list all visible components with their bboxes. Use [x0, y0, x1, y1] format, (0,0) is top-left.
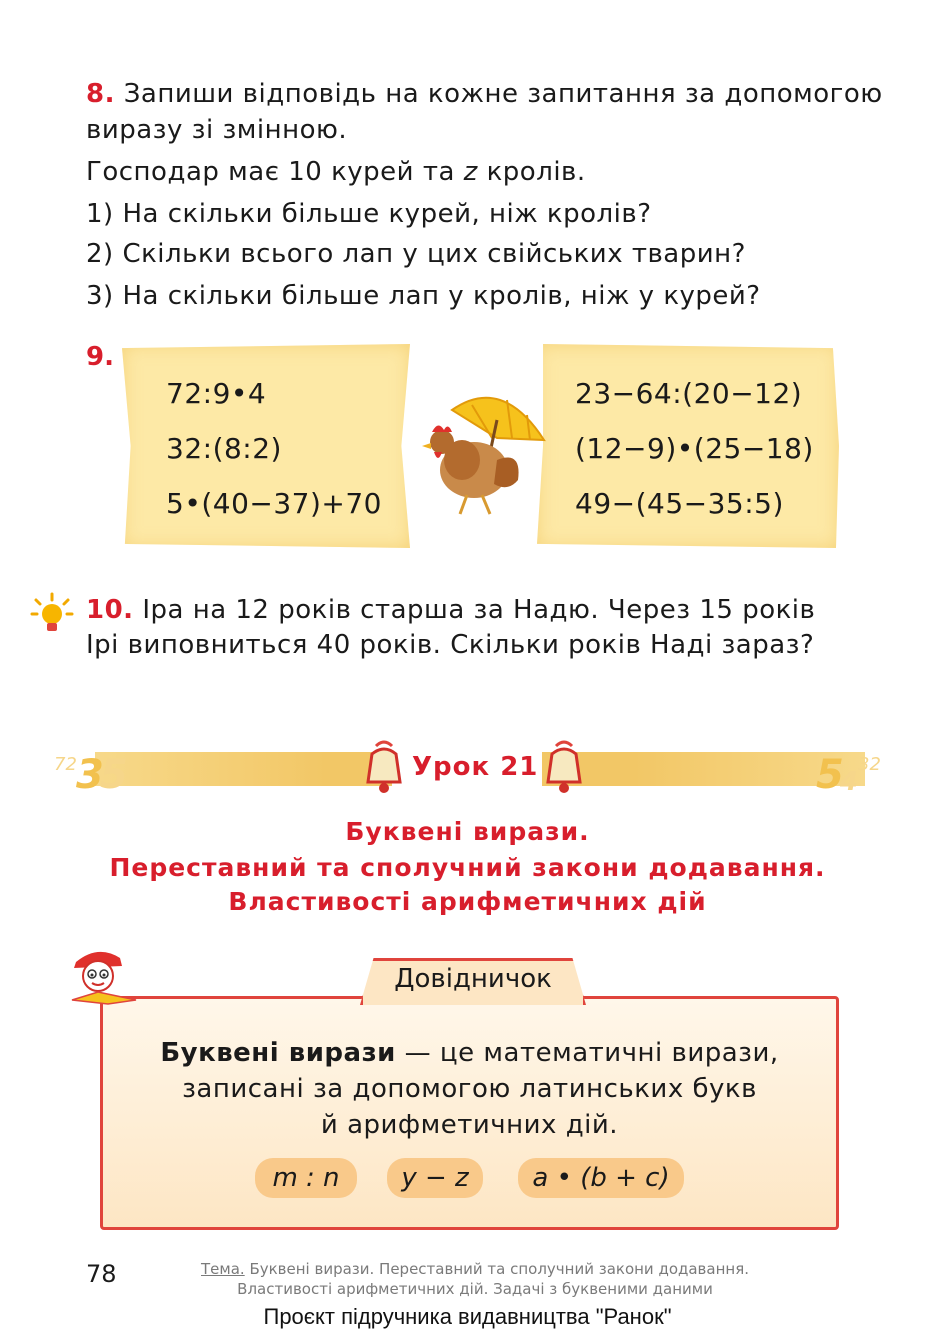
numbers-decoration-left — [52, 746, 132, 796]
condition-variable: z — [463, 157, 478, 187]
svg-text:5: 5 — [816, 752, 844, 796]
example-pill-1: m : n — [255, 1158, 357, 1198]
lesson-heading-3: Властивості арифметичних дій — [228, 887, 707, 916]
footer-topic-text-1: Буквені вирази. Переставний та сполучний закони додавання. — [244, 1260, 749, 1278]
numbers-decoration-right — [814, 746, 898, 796]
condition-post: кролів. — [477, 157, 586, 187]
task8-condition — [86, 154, 586, 190]
task8-text-1: Запиши відповідь на кожне запитання за допомогою — [123, 79, 883, 109]
definition-text-1: — це математичні вирази, — [395, 1038, 779, 1068]
expression-left-3: 5•(40−37)+70 — [166, 487, 382, 520]
svg-text:72: 72 — [54, 754, 77, 775]
mascot-icon — [68, 948, 140, 1006]
reference-tab-title: Довідничок — [394, 964, 552, 994]
svg-text:5: 5 — [100, 752, 128, 796]
task10-line1 — [86, 592, 815, 628]
task10-text-1: Іра на 12 років старша за Надю. Через 15 років — [133, 595, 816, 625]
bell-icon — [360, 740, 408, 796]
example-pill-3: a • (b + c) — [518, 1158, 684, 1198]
bell-icon — [540, 740, 588, 796]
lesson-heading-1: Буквені вирази. — [345, 817, 590, 846]
example-pill-2: y − z — [387, 1158, 483, 1198]
task8-question-2: 2) Скільки всього лап у цих свійських тварин? — [86, 239, 746, 269]
condition-pre: Господар має 10 курей та — [86, 157, 464, 187]
lightbulb-icon — [30, 592, 74, 638]
page-number: 78 — [86, 1260, 117, 1288]
svg-text:3: 3 — [76, 752, 104, 796]
expression-right-3: 49−(45−35:5) — [575, 487, 784, 520]
definition-line-3: й арифметичних дій. — [320, 1110, 619, 1140]
svg-text:4: 4 — [840, 767, 859, 796]
footer-topic-line-1 — [145, 1260, 805, 1279]
task10-line2: Ірі виповниться 40 років. Скільки років Наді зараз? — [86, 630, 815, 660]
definition-line-2: записані за допомогою латинських букв — [182, 1074, 757, 1104]
task10-number: 10. — [86, 595, 134, 625]
expression-left-2: 32:(8:2) — [166, 432, 282, 465]
lesson-title: Урок 21 — [412, 752, 539, 782]
task8-line1 — [86, 76, 883, 112]
expression-left-1: 72:9•4 — [166, 377, 267, 410]
definition-term: Буквені вирази — [160, 1038, 396, 1068]
task8-question-3: 3) На скільки більше лап у кролів, ніж у курей? — [86, 281, 761, 311]
footer-topic-line-2: Властивості арифметичних дій. Задачі з буквеними даними — [237, 1280, 713, 1298]
footer-topic-label: Тема. — [201, 1260, 245, 1278]
expression-right-1: 23−64:(20−12) — [575, 377, 803, 410]
rooster-illustration — [412, 380, 548, 520]
task8-line2: виразу зі змінною. — [86, 115, 348, 145]
publisher-note: Проєкт підручника видавництва "Ранок" — [263, 1304, 672, 1329]
task8-number: 8. — [86, 79, 115, 109]
task8-question-1: 1) На скільки більше курей, ніж кролів? — [86, 199, 652, 229]
svg-text:32: 32 — [858, 754, 881, 775]
task9-number: 9. — [86, 342, 114, 372]
lesson-heading-2: Переставний та сполучний закони додавання. — [109, 853, 826, 882]
expression-right-2: (12−9)•(25−18) — [575, 432, 814, 465]
definition-line-1 — [100, 1034, 839, 1072]
